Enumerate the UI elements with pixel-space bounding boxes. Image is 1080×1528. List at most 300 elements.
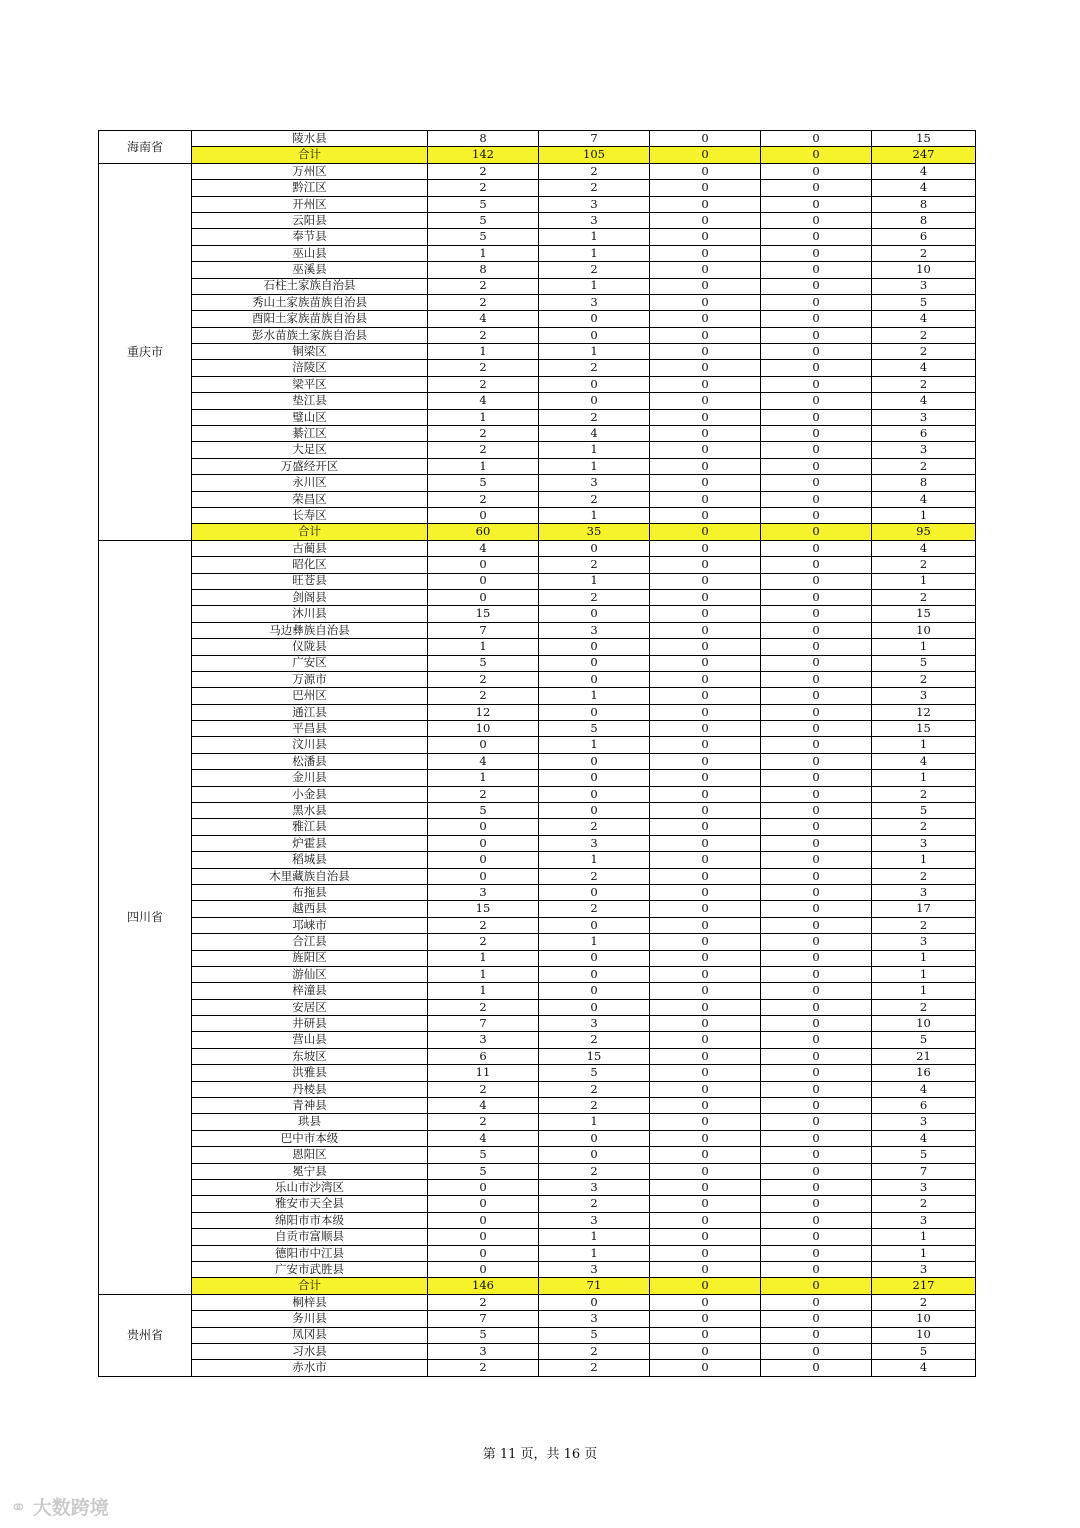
subtotal-row bbox=[99, 147, 976, 163]
table-row bbox=[99, 229, 976, 245]
table-row bbox=[99, 1343, 976, 1359]
total-cell: 3 bbox=[872, 934, 976, 950]
total-cell: 2 bbox=[872, 786, 976, 802]
district-cell: 涪陵区 bbox=[192, 360, 428, 376]
district-cell: 合江县 bbox=[192, 934, 428, 950]
total-cell: 2 bbox=[872, 589, 976, 605]
value-cell: 1 bbox=[428, 245, 539, 261]
value-cell: 0 bbox=[539, 639, 650, 655]
table-row bbox=[99, 376, 976, 392]
value-cell: 2 bbox=[539, 262, 650, 278]
value-cell: 0 bbox=[650, 671, 761, 687]
value-cell: 0 bbox=[539, 983, 650, 999]
district-cell: 永川区 bbox=[192, 475, 428, 491]
district-cell: 荣昌区 bbox=[192, 491, 428, 507]
value-cell: 0 bbox=[761, 393, 872, 409]
subtotal-label: 合计 bbox=[192, 1278, 428, 1294]
value-cell: 0 bbox=[761, 835, 872, 851]
value-cell: 0 bbox=[761, 671, 872, 687]
table-row bbox=[99, 1261, 976, 1277]
value-cell: 3 bbox=[539, 196, 650, 212]
value-cell: 0 bbox=[650, 1196, 761, 1212]
value-cell: 0 bbox=[428, 573, 539, 589]
value-cell: 0 bbox=[761, 639, 872, 655]
value-cell: 0 bbox=[761, 1016, 872, 1032]
value-cell: 0 bbox=[650, 442, 761, 458]
province-cell: 重庆市 bbox=[99, 163, 192, 540]
table-row bbox=[99, 163, 976, 179]
district-cell: 炉霍县 bbox=[192, 835, 428, 851]
district-cell: 万源市 bbox=[192, 671, 428, 687]
value-cell: 0 bbox=[539, 606, 650, 622]
district-cell: 铜梁区 bbox=[192, 344, 428, 360]
total-cell: 1 bbox=[872, 1245, 976, 1261]
value-cell: 5 bbox=[428, 1327, 539, 1343]
district-cell: 梓潼县 bbox=[192, 983, 428, 999]
page-number-footer: 第 11 页，共 16 页 bbox=[482, 1447, 598, 1462]
total-cell: 8 bbox=[872, 212, 976, 228]
district-cell: 冕宁县 bbox=[192, 1163, 428, 1179]
district-cell: 昭化区 bbox=[192, 557, 428, 573]
value-cell: 0 bbox=[428, 868, 539, 884]
table-row bbox=[99, 131, 976, 147]
value-cell: 0 bbox=[761, 507, 872, 523]
value-cell: 3 bbox=[539, 1212, 650, 1228]
value-cell: 0 bbox=[761, 704, 872, 720]
value-cell: 1 bbox=[428, 409, 539, 425]
value-cell: 0 bbox=[650, 934, 761, 950]
value-cell: 1 bbox=[539, 934, 650, 950]
district-cell: 平昌县 bbox=[192, 721, 428, 737]
value-cell: 0 bbox=[650, 344, 761, 360]
value-cell: 0 bbox=[650, 557, 761, 573]
value-cell: 0 bbox=[761, 770, 872, 786]
table-row bbox=[99, 1032, 976, 1048]
total-cell: 3 bbox=[872, 884, 976, 900]
value-cell: 0 bbox=[761, 360, 872, 376]
table-body bbox=[99, 131, 976, 1377]
value-cell: 35 bbox=[539, 524, 650, 540]
value-cell: 71 bbox=[539, 1278, 650, 1294]
value-cell: 0 bbox=[761, 196, 872, 212]
value-cell: 0 bbox=[761, 999, 872, 1015]
value-cell: 146 bbox=[428, 1278, 539, 1294]
value-cell: 2 bbox=[539, 1098, 650, 1114]
table-row bbox=[99, 1294, 976, 1310]
total-cell: 3 bbox=[872, 1180, 976, 1196]
value-cell: 0 bbox=[539, 884, 650, 900]
value-cell: 0 bbox=[539, 704, 650, 720]
table-row bbox=[99, 950, 976, 966]
value-cell: 2 bbox=[428, 917, 539, 933]
district-cell: 布拖县 bbox=[192, 884, 428, 900]
value-cell: 0 bbox=[650, 1032, 761, 1048]
district-cell: 广安区 bbox=[192, 655, 428, 671]
table-row bbox=[99, 1212, 976, 1228]
table-row bbox=[99, 852, 976, 868]
district-cell: 奉节县 bbox=[192, 229, 428, 245]
district-cell: 石柱土家族自治县 bbox=[192, 278, 428, 294]
value-cell: 5 bbox=[539, 1065, 650, 1081]
value-cell: 2 bbox=[539, 557, 650, 573]
value-cell: 60 bbox=[428, 524, 539, 540]
value-cell: 0 bbox=[650, 180, 761, 196]
value-cell: 3 bbox=[539, 1180, 650, 1196]
value-cell: 2 bbox=[428, 442, 539, 458]
value-cell: 0 bbox=[428, 1261, 539, 1277]
value-cell: 2 bbox=[428, 376, 539, 392]
value-cell: 2 bbox=[428, 671, 539, 687]
table-row bbox=[99, 1327, 976, 1343]
value-cell: 0 bbox=[650, 245, 761, 261]
table-row bbox=[99, 262, 976, 278]
value-cell: 7 bbox=[539, 131, 650, 147]
value-cell: 0 bbox=[650, 327, 761, 343]
value-cell: 0 bbox=[761, 1245, 872, 1261]
total-cell: 1 bbox=[872, 573, 976, 589]
value-cell: 0 bbox=[761, 1048, 872, 1064]
district-cell: 绵阳市市本级 bbox=[192, 1212, 428, 1228]
table-row bbox=[99, 1360, 976, 1376]
value-cell: 0 bbox=[539, 311, 650, 327]
value-cell: 15 bbox=[539, 1048, 650, 1064]
district-cell: 梁平区 bbox=[192, 376, 428, 392]
value-cell: 0 bbox=[650, 589, 761, 605]
value-cell: 3 bbox=[428, 1343, 539, 1359]
value-cell: 0 bbox=[650, 1016, 761, 1032]
total-cell: 1 bbox=[872, 950, 976, 966]
table-row bbox=[99, 393, 976, 409]
value-cell: 0 bbox=[650, 606, 761, 622]
value-cell: 2 bbox=[428, 1114, 539, 1130]
table-row bbox=[99, 1081, 976, 1097]
value-cell: 0 bbox=[539, 671, 650, 687]
value-cell: 5 bbox=[428, 229, 539, 245]
table-row bbox=[99, 426, 976, 442]
value-cell: 0 bbox=[650, 1180, 761, 1196]
district-cell: 青神县 bbox=[192, 1098, 428, 1114]
value-cell: 2 bbox=[428, 426, 539, 442]
value-cell: 2 bbox=[428, 1294, 539, 1310]
total-cell: 10 bbox=[872, 1016, 976, 1032]
value-cell: 0 bbox=[761, 917, 872, 933]
district-cell: 沐川县 bbox=[192, 606, 428, 622]
value-cell: 1 bbox=[428, 983, 539, 999]
value-cell: 0 bbox=[539, 393, 650, 409]
value-cell: 0 bbox=[761, 655, 872, 671]
total-cell: 6 bbox=[872, 426, 976, 442]
district-cell: 万盛经开区 bbox=[192, 458, 428, 474]
district-cell: 开州区 bbox=[192, 196, 428, 212]
table-row bbox=[99, 557, 976, 573]
value-cell: 1 bbox=[539, 278, 650, 294]
value-cell: 0 bbox=[761, 966, 872, 982]
value-cell: 3 bbox=[539, 1261, 650, 1277]
table-row bbox=[99, 458, 976, 474]
value-cell: 2 bbox=[539, 409, 650, 425]
value-cell: 0 bbox=[650, 1343, 761, 1359]
value-cell: 0 bbox=[650, 540, 761, 556]
total-cell: 2 bbox=[872, 917, 976, 933]
value-cell: 0 bbox=[761, 491, 872, 507]
value-cell: 2 bbox=[539, 819, 650, 835]
value-cell: 1 bbox=[428, 966, 539, 982]
total-cell: 3 bbox=[872, 1114, 976, 1130]
table-row bbox=[99, 180, 976, 196]
table-row bbox=[99, 1130, 976, 1146]
value-cell: 3 bbox=[539, 212, 650, 228]
table-row bbox=[99, 507, 976, 523]
district-cell: 黑水县 bbox=[192, 803, 428, 819]
value-cell: 0 bbox=[761, 294, 872, 310]
value-cell: 0 bbox=[650, 573, 761, 589]
value-cell: 5 bbox=[428, 803, 539, 819]
table-row bbox=[99, 1065, 976, 1081]
table-row bbox=[99, 622, 976, 638]
table-row bbox=[99, 442, 976, 458]
district-cell: 越西县 bbox=[192, 901, 428, 917]
table-row bbox=[99, 278, 976, 294]
value-cell: 0 bbox=[761, 737, 872, 753]
district-cell: 旌阳区 bbox=[192, 950, 428, 966]
value-cell: 0 bbox=[539, 950, 650, 966]
value-cell: 2 bbox=[428, 688, 539, 704]
value-cell: 3 bbox=[539, 1016, 650, 1032]
value-cell: 2 bbox=[539, 163, 650, 179]
value-cell: 4 bbox=[539, 426, 650, 442]
district-cell: 大足区 bbox=[192, 442, 428, 458]
district-cell: 洪雅县 bbox=[192, 1065, 428, 1081]
value-cell: 0 bbox=[428, 852, 539, 868]
table-row bbox=[99, 1311, 976, 1327]
subtotal-row bbox=[99, 1278, 976, 1294]
district-cell: 长寿区 bbox=[192, 507, 428, 523]
value-cell: 11 bbox=[428, 1065, 539, 1081]
total-cell: 1 bbox=[872, 737, 976, 753]
district-cell: 剑阁县 bbox=[192, 589, 428, 605]
total-cell: 4 bbox=[872, 1081, 976, 1097]
total-cell: 2 bbox=[872, 245, 976, 261]
value-cell: 0 bbox=[761, 983, 872, 999]
value-cell: 0 bbox=[650, 999, 761, 1015]
value-cell: 0 bbox=[761, 1311, 872, 1327]
value-cell: 0 bbox=[761, 1278, 872, 1294]
value-cell: 0 bbox=[650, 803, 761, 819]
total-cell: 4 bbox=[872, 753, 976, 769]
district-cell: 广安市武胜县 bbox=[192, 1261, 428, 1277]
value-cell: 0 bbox=[428, 1245, 539, 1261]
table-row bbox=[99, 1016, 976, 1032]
value-cell: 0 bbox=[761, 1130, 872, 1146]
table-row bbox=[99, 999, 976, 1015]
value-cell: 0 bbox=[650, 655, 761, 671]
value-cell: 0 bbox=[650, 639, 761, 655]
value-cell: 2 bbox=[539, 1196, 650, 1212]
value-cell: 5 bbox=[428, 212, 539, 228]
value-cell: 1 bbox=[539, 344, 650, 360]
value-cell: 0 bbox=[650, 1163, 761, 1179]
value-cell: 0 bbox=[761, 1081, 872, 1097]
value-cell: 1 bbox=[539, 573, 650, 589]
table-row bbox=[99, 475, 976, 491]
subtotal-label: 合计 bbox=[192, 147, 428, 163]
district-cell: 自贡市富顺县 bbox=[192, 1229, 428, 1245]
district-cell: 井研县 bbox=[192, 1016, 428, 1032]
total-cell: 3 bbox=[872, 1261, 976, 1277]
value-cell: 3 bbox=[539, 294, 650, 310]
total-cell: 2 bbox=[872, 458, 976, 474]
table-row bbox=[99, 1098, 976, 1114]
value-cell: 0 bbox=[539, 1294, 650, 1310]
table-row bbox=[99, 737, 976, 753]
value-cell: 4 bbox=[428, 311, 539, 327]
table-row bbox=[99, 884, 976, 900]
value-cell: 2 bbox=[428, 278, 539, 294]
total-cell: 15 bbox=[872, 606, 976, 622]
table-row bbox=[99, 753, 976, 769]
district-cell: 酉阳土家族苗族自治县 bbox=[192, 311, 428, 327]
value-cell: 0 bbox=[650, 409, 761, 425]
total-cell: 1 bbox=[872, 507, 976, 523]
value-cell: 0 bbox=[650, 770, 761, 786]
value-cell: 2 bbox=[428, 491, 539, 507]
value-cell: 1 bbox=[539, 1114, 650, 1130]
value-cell: 5 bbox=[428, 196, 539, 212]
table-row bbox=[99, 1048, 976, 1064]
value-cell: 0 bbox=[650, 917, 761, 933]
value-cell: 1 bbox=[539, 737, 650, 753]
value-cell: 0 bbox=[650, 163, 761, 179]
value-cell: 0 bbox=[761, 409, 872, 425]
value-cell: 0 bbox=[761, 852, 872, 868]
value-cell: 1 bbox=[428, 639, 539, 655]
value-cell: 2 bbox=[428, 1360, 539, 1376]
value-cell: 0 bbox=[650, 1065, 761, 1081]
value-cell: 0 bbox=[761, 803, 872, 819]
value-cell: 0 bbox=[650, 819, 761, 835]
value-cell: 0 bbox=[761, 475, 872, 491]
district-cell: 松潘县 bbox=[192, 753, 428, 769]
value-cell: 0 bbox=[539, 1147, 650, 1163]
value-cell: 0 bbox=[761, 1229, 872, 1245]
value-cell: 0 bbox=[539, 753, 650, 769]
district-cell: 游仙区 bbox=[192, 966, 428, 982]
value-cell: 0 bbox=[539, 327, 650, 343]
total-cell: 12 bbox=[872, 704, 976, 720]
value-cell: 0 bbox=[539, 1130, 650, 1146]
district-cell: 金川县 bbox=[192, 770, 428, 786]
value-cell: 4 bbox=[428, 393, 539, 409]
value-cell: 0 bbox=[428, 507, 539, 523]
total-cell: 8 bbox=[872, 475, 976, 491]
value-cell: 1 bbox=[539, 852, 650, 868]
value-cell: 0 bbox=[761, 1196, 872, 1212]
total-cell: 1 bbox=[872, 983, 976, 999]
district-cell: 垫江县 bbox=[192, 393, 428, 409]
table-row bbox=[99, 606, 976, 622]
value-cell: 0 bbox=[761, 147, 872, 163]
value-cell: 0 bbox=[650, 311, 761, 327]
district-cell: 雅江县 bbox=[192, 819, 428, 835]
total-cell: 10 bbox=[872, 1327, 976, 1343]
value-cell: 2 bbox=[428, 180, 539, 196]
value-cell: 5 bbox=[428, 475, 539, 491]
table-row bbox=[99, 327, 976, 343]
total-cell: 5 bbox=[872, 1032, 976, 1048]
total-cell: 17 bbox=[872, 901, 976, 917]
value-cell: 0 bbox=[761, 163, 872, 179]
value-cell: 7 bbox=[428, 1016, 539, 1032]
value-cell: 0 bbox=[539, 376, 650, 392]
total-cell: 2 bbox=[872, 868, 976, 884]
value-cell: 3 bbox=[539, 622, 650, 638]
value-cell: 1 bbox=[539, 442, 650, 458]
table-row bbox=[99, 1196, 976, 1212]
value-cell: 0 bbox=[539, 655, 650, 671]
value-cell: 105 bbox=[539, 147, 650, 163]
table-row bbox=[99, 409, 976, 425]
value-cell: 0 bbox=[761, 1343, 872, 1359]
district-cell: 邛崃市 bbox=[192, 917, 428, 933]
total-cell: 4 bbox=[872, 163, 976, 179]
value-cell: 0 bbox=[761, 1032, 872, 1048]
value-cell: 2 bbox=[539, 491, 650, 507]
value-cell: 0 bbox=[650, 1327, 761, 1343]
district-cell: 万州区 bbox=[192, 163, 428, 179]
district-cell: 巴中市本级 bbox=[192, 1130, 428, 1146]
subtotal-row bbox=[99, 524, 976, 540]
total-cell: 4 bbox=[872, 311, 976, 327]
value-cell: 0 bbox=[761, 622, 872, 638]
table-row bbox=[99, 721, 976, 737]
value-cell: 0 bbox=[761, 458, 872, 474]
watermark-text: 大数跨境 bbox=[32, 1497, 109, 1519]
value-cell: 0 bbox=[761, 589, 872, 605]
value-cell: 0 bbox=[761, 1360, 872, 1376]
total-cell: 6 bbox=[872, 229, 976, 245]
table-row bbox=[99, 671, 976, 687]
value-cell: 1 bbox=[428, 950, 539, 966]
table-row bbox=[99, 1163, 976, 1179]
value-cell: 0 bbox=[650, 950, 761, 966]
value-cell: 1 bbox=[428, 770, 539, 786]
value-cell: 0 bbox=[761, 884, 872, 900]
value-cell: 0 bbox=[761, 344, 872, 360]
table-row bbox=[99, 983, 976, 999]
district-cell: 巫溪县 bbox=[192, 262, 428, 278]
total-cell: 3 bbox=[872, 688, 976, 704]
value-cell: 0 bbox=[761, 606, 872, 622]
table-row bbox=[99, 835, 976, 851]
table-row bbox=[99, 819, 976, 835]
total-cell: 10 bbox=[872, 1311, 976, 1327]
weibo-logo-icon: ⚭ bbox=[10, 1494, 27, 1519]
total-cell: 5 bbox=[872, 803, 976, 819]
district-cell: 通江县 bbox=[192, 704, 428, 720]
value-cell: 0 bbox=[650, 884, 761, 900]
total-cell: 2 bbox=[872, 1294, 976, 1310]
district-cell: 秀山土家族苗族自治县 bbox=[192, 294, 428, 310]
value-cell: 0 bbox=[761, 557, 872, 573]
value-cell: 2 bbox=[428, 294, 539, 310]
value-cell: 0 bbox=[650, 966, 761, 982]
district-cell: 东坡区 bbox=[192, 1048, 428, 1064]
total-cell: 1 bbox=[872, 639, 976, 655]
value-cell: 5 bbox=[428, 1163, 539, 1179]
table-row bbox=[99, 901, 976, 917]
value-cell: 0 bbox=[761, 1065, 872, 1081]
value-cell: 2 bbox=[428, 1081, 539, 1097]
